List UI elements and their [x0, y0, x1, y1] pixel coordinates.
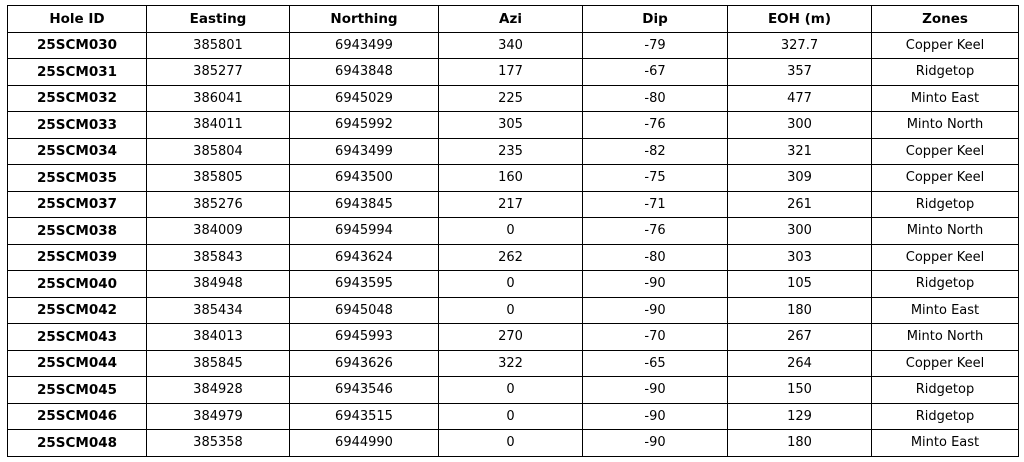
cell-eoh: 357	[728, 59, 872, 86]
cell-zone: Ridgetop	[872, 191, 1019, 218]
cell-hole-id: 25SCM030	[8, 32, 147, 59]
column-header-hole-id: Hole ID	[8, 6, 147, 33]
cell-dip: -90	[583, 403, 728, 430]
cell-hole-id: 25SCM044	[8, 350, 147, 377]
cell-azi: 340	[439, 32, 583, 59]
cell-hole-id: 25SCM042	[8, 297, 147, 324]
cell-eoh: 477	[728, 85, 872, 112]
cell-eoh: 261	[728, 191, 872, 218]
cell-hole-id: 25SCM038	[8, 218, 147, 245]
cell-northing: 6943845	[290, 191, 439, 218]
cell-eoh: 180	[728, 297, 872, 324]
cell-dip: -80	[583, 85, 728, 112]
cell-eoh: 321	[728, 138, 872, 165]
column-header-zones: Zones	[872, 6, 1019, 33]
column-header-dip: Dip	[583, 6, 728, 33]
cell-northing: 6943595	[290, 271, 439, 298]
cell-easting: 385805	[147, 165, 290, 192]
cell-hole-id: 25SCM037	[8, 191, 147, 218]
cell-eoh: 303	[728, 244, 872, 271]
cell-northing: 6945048	[290, 297, 439, 324]
cell-hole-id: 25SCM033	[8, 112, 147, 139]
cell-azi: 0	[439, 271, 583, 298]
cell-dip: -90	[583, 297, 728, 324]
cell-hole-id: 25SCM045	[8, 377, 147, 404]
cell-dip: -71	[583, 191, 728, 218]
cell-azi: 0	[439, 430, 583, 457]
cell-eoh: 264	[728, 350, 872, 377]
table-row	[8, 85, 1019, 112]
cell-dip: -65	[583, 350, 728, 377]
cell-dip: -70	[583, 324, 728, 351]
cell-azi: 322	[439, 350, 583, 377]
cell-zone: Minto East	[872, 297, 1019, 324]
cell-zone: Minto North	[872, 324, 1019, 351]
cell-zone: Ridgetop	[872, 59, 1019, 86]
cell-azi: 270	[439, 324, 583, 351]
cell-dip: -80	[583, 244, 728, 271]
cell-azi: 0	[439, 297, 583, 324]
cell-northing: 6943499	[290, 138, 439, 165]
cell-azi: 177	[439, 59, 583, 86]
cell-easting: 385277	[147, 59, 290, 86]
cell-easting: 385843	[147, 244, 290, 271]
cell-eoh: 129	[728, 403, 872, 430]
cell-northing: 6945029	[290, 85, 439, 112]
table-row	[8, 244, 1019, 271]
cell-hole-id: 25SCM046	[8, 403, 147, 430]
cell-dip: -75	[583, 165, 728, 192]
cell-easting: 384948	[147, 271, 290, 298]
table-row	[8, 218, 1019, 245]
cell-zone: Minto North	[872, 218, 1019, 245]
cell-zone: Minto North	[872, 112, 1019, 139]
cell-hole-id: 25SCM043	[8, 324, 147, 351]
table-body	[8, 32, 1019, 456]
cell-eoh: 150	[728, 377, 872, 404]
cell-easting: 385434	[147, 297, 290, 324]
table-header-row	[8, 6, 1019, 33]
table-row	[8, 430, 1019, 457]
cell-northing: 6943848	[290, 59, 439, 86]
cell-hole-id: 25SCM031	[8, 59, 147, 86]
cell-dip: -90	[583, 430, 728, 457]
table-row	[8, 377, 1019, 404]
table-row	[8, 324, 1019, 351]
table-row	[8, 271, 1019, 298]
cell-easting: 385845	[147, 350, 290, 377]
cell-dip: -90	[583, 377, 728, 404]
cell-northing: 6943626	[290, 350, 439, 377]
drill-hole-table	[7, 5, 1019, 457]
table-row	[8, 32, 1019, 59]
cell-eoh: 309	[728, 165, 872, 192]
cell-easting: 384013	[147, 324, 290, 351]
cell-easting: 384011	[147, 112, 290, 139]
table-row	[8, 191, 1019, 218]
cell-azi: 235	[439, 138, 583, 165]
cell-eoh: 327.7	[728, 32, 872, 59]
cell-zone: Minto East	[872, 85, 1019, 112]
cell-azi: 0	[439, 403, 583, 430]
cell-northing: 6943500	[290, 165, 439, 192]
cell-azi: 0	[439, 377, 583, 404]
cell-hole-id: 25SCM034	[8, 138, 147, 165]
cell-eoh: 105	[728, 271, 872, 298]
cell-easting: 384979	[147, 403, 290, 430]
table-row	[8, 59, 1019, 86]
cell-easting: 385358	[147, 430, 290, 457]
cell-northing: 6945993	[290, 324, 439, 351]
cell-northing: 6943499	[290, 32, 439, 59]
cell-zone: Ridgetop	[872, 377, 1019, 404]
table-row	[8, 350, 1019, 377]
cell-dip: -82	[583, 138, 728, 165]
cell-northing: 6943624	[290, 244, 439, 271]
cell-easting: 386041	[147, 85, 290, 112]
cell-easting: 385804	[147, 138, 290, 165]
cell-eoh: 300	[728, 218, 872, 245]
cell-zone: Copper Keel	[872, 138, 1019, 165]
cell-northing: 6945994	[290, 218, 439, 245]
cell-zone: Ridgetop	[872, 403, 1019, 430]
cell-zone: Minto East	[872, 430, 1019, 457]
cell-dip: -67	[583, 59, 728, 86]
column-header-easting: Easting	[147, 6, 290, 33]
cell-northing: 6943515	[290, 403, 439, 430]
cell-hole-id: 25SCM048	[8, 430, 147, 457]
cell-eoh: 300	[728, 112, 872, 139]
cell-northing: 6944990	[290, 430, 439, 457]
cell-azi: 262	[439, 244, 583, 271]
cell-easting: 384928	[147, 377, 290, 404]
cell-dip: -76	[583, 112, 728, 139]
cell-azi: 225	[439, 85, 583, 112]
cell-easting: 385801	[147, 32, 290, 59]
cell-eoh: 180	[728, 430, 872, 457]
cell-zone: Copper Keel	[872, 350, 1019, 377]
cell-hole-id: 25SCM040	[8, 271, 147, 298]
table-row	[8, 112, 1019, 139]
cell-azi: 0	[439, 218, 583, 245]
cell-hole-id: 25SCM035	[8, 165, 147, 192]
cell-azi: 217	[439, 191, 583, 218]
table-row	[8, 165, 1019, 192]
cell-hole-id: 25SCM039	[8, 244, 147, 271]
cell-zone: Copper Keel	[872, 244, 1019, 271]
table-row	[8, 297, 1019, 324]
cell-zone: Copper Keel	[872, 32, 1019, 59]
column-header-northing: Northing	[290, 6, 439, 33]
cell-northing: 6945992	[290, 112, 439, 139]
cell-zone: Ridgetop	[872, 271, 1019, 298]
table-row	[8, 403, 1019, 430]
cell-northing: 6943546	[290, 377, 439, 404]
cell-zone: Copper Keel	[872, 165, 1019, 192]
column-header-azi: Azi	[439, 6, 583, 33]
table-row	[8, 138, 1019, 165]
cell-dip: -90	[583, 271, 728, 298]
cell-hole-id: 25SCM032	[8, 85, 147, 112]
cell-easting: 384009	[147, 218, 290, 245]
cell-dip: -79	[583, 32, 728, 59]
cell-eoh: 267	[728, 324, 872, 351]
cell-easting: 385276	[147, 191, 290, 218]
column-header-eoh: EOH (m)	[728, 6, 872, 33]
cell-azi: 305	[439, 112, 583, 139]
cell-azi: 160	[439, 165, 583, 192]
cell-dip: -76	[583, 218, 728, 245]
